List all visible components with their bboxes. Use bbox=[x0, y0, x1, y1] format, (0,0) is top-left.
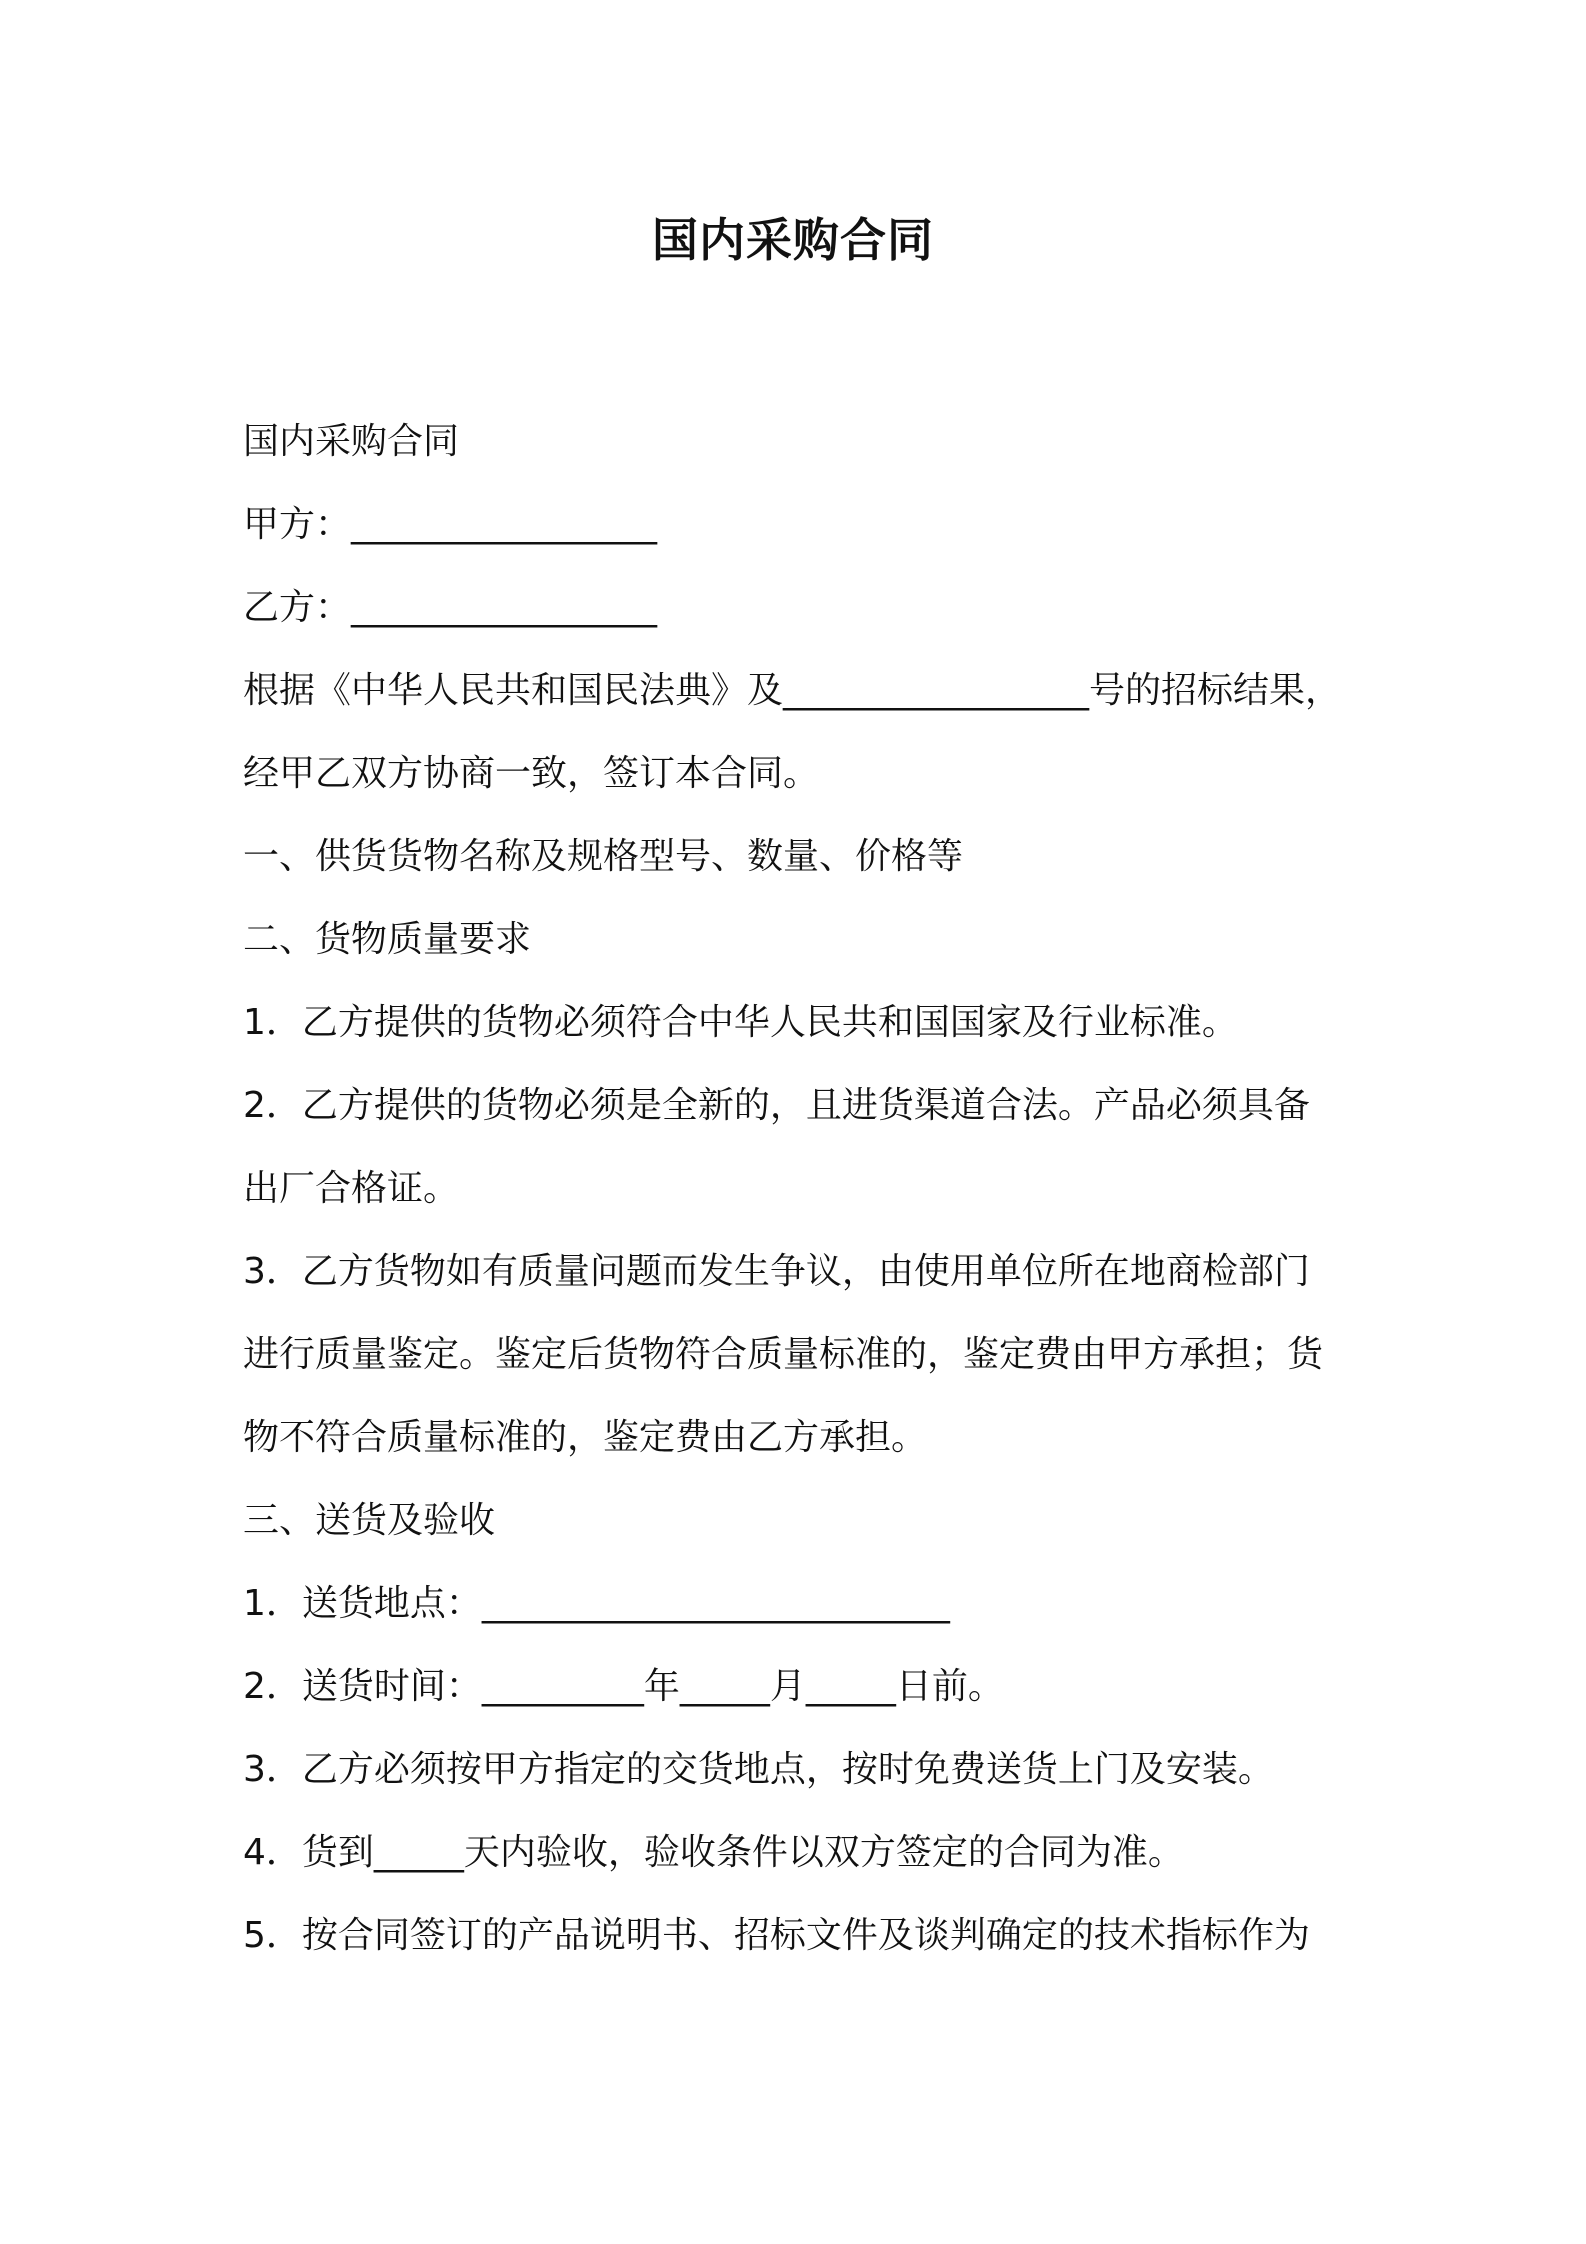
quality-clause-3-line-3: 物不符合质量标准的，鉴定费由乙方承担。 bbox=[243, 1417, 928, 1458]
contract-heading: 国内采购合同 bbox=[243, 421, 460, 462]
section-2-heading: 二、货物质量要求 bbox=[243, 919, 532, 960]
quality-clause-2-line-1: 2．乙方提供的货物必须是全新的，且进货渠道合法。产品必须具备 bbox=[243, 1085, 1310, 1126]
quality-clause-3-line-2: 进行质量鉴定。鉴定后货物符合质量标准的，鉴定费由甲方承担；货 bbox=[243, 1334, 1324, 1375]
basis-line-2: 经甲乙双方协商一致，签订本合同。 bbox=[243, 753, 820, 794]
party-b-line: 乙方：_________________ bbox=[243, 587, 658, 628]
quality-clause-3-line-1: 3．乙方货物如有质量问题而发生争议，由使用单位所在地商检部门 bbox=[243, 1251, 1310, 1292]
section-3-heading: 三、送货及验收 bbox=[243, 1500, 496, 1541]
delivery-clause-2: 2．送货时间：_________年_____月_____日前。 bbox=[243, 1666, 1004, 1707]
quality-clause-2-line-2: 出厂合格证。 bbox=[243, 1168, 460, 1209]
document-body bbox=[243, 400, 1363, 1977]
document-title: 国内采购合同 bbox=[652, 213, 934, 267]
delivery-clause-5: 5．按合同签订的产品说明书、招标文件及谈判确定的技术指标作为 bbox=[243, 1915, 1310, 1956]
delivery-clause-4: 4．货到_____天内验收，验收条件以双方签定的合同为准。 bbox=[243, 1832, 1184, 1873]
basis-line-1: 根据《中华人民共和国民法典》及_________________号的招标结果， bbox=[243, 670, 1342, 711]
delivery-clause-1: 1．送货地点：__________________________ bbox=[243, 1583, 950, 1624]
party-a-line: 甲方：_________________ bbox=[243, 504, 658, 545]
delivery-clause-3: 3．乙方必须按甲方指定的交货地点，按时免费送货上门及安装。 bbox=[243, 1749, 1274, 1790]
section-1-heading: 一、供货货物名称及规格型号、数量、价格等 bbox=[243, 836, 964, 877]
quality-clause-1: 1．乙方提供的货物必须符合中华人民共和国国家及行业标准。 bbox=[243, 1002, 1238, 1043]
